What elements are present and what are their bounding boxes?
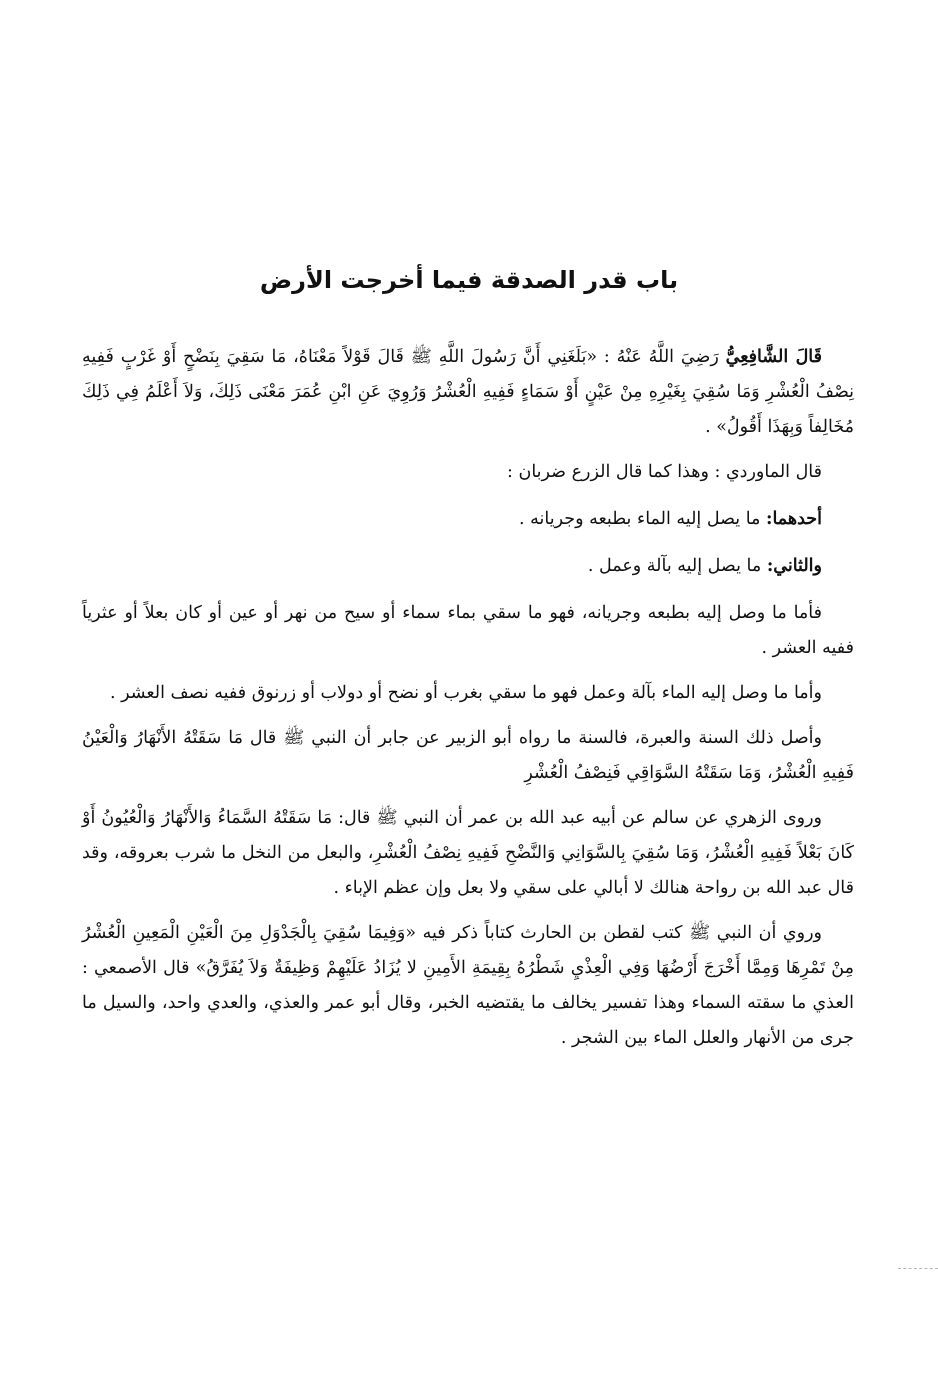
- paragraph-6-text: وأما ما وصل إليه الماء بآلة وعمل فهو ما سقي بغرب أو نضح أو دولاب أو زرنوق ففيه نصف العشر .: [109, 683, 822, 703]
- paragraph-4: [82, 549, 854, 584]
- paragraph-2: [82, 455, 854, 490]
- paragraph-1-text: رَضِيَ اللَّهُ عَنْهُ : «بَلَغَنِي أَنَّ رَسُولَ اللَّهِ ﷺ قَالَ قَوْلاً مَعْنَاهُ، مَا سَقِيَ بِنَضْحٍ أَوْ غَرْبٍ فَفِيهِ نِصْفُ الْعُشْرِ وَمَا سُقِيَ بِغَيْرِهِ مِنْ عَيْنٍ أَوْ سَمَاءٍ فَفِيهِ الْعُشْرُ وَرُوِيَ عَنِ ابْنِ عُمَرَ مَعْنَى ذَلِكَ، وَلاَ أَعْلَمُ فِي ذَلِكَ مُخَالِفاً وَبِهَذَا أَقُولُ» .: [82, 347, 854, 437]
- paragraph-1: [82, 340, 854, 445]
- paragraph-4-lead: والثاني:: [766, 556, 822, 576]
- paragraph-1-lead: قَالَ الشَّافِعِيُّ: [725, 347, 822, 367]
- paragraph-8-text: وروى الزهري عن سالم عن أبيه عبد الله بن عمر أن النبي ﷺ قال: مَا سَقَتْهُ السَّمَاءُ وَالأَنْهَارُ وَالْعُيُونُ أَوْ كَانَ بَعْلاً فَفِيهِ الْعُشْرُ، وَمَا سُقِيَ بِالسَّوَانِي وَالنَّضْحِ فَفِيهِ نِصْفُ الْعُشْرِ، والبعل من النخل ما شرب بعروقه، وقد قال عبد الله بن رواحة هنالك لا أبالي على سقي ولا بعل وإن عظم الإباء .: [82, 808, 854, 898]
- paragraph-4-text: ما يصل إليه بآلة وعمل .: [587, 556, 767, 576]
- chapter-title: باب قدر الصدقة فيما أخرجت الأرض: [259, 266, 679, 294]
- paragraph-3-lead: أحدهما:: [765, 509, 822, 529]
- paragraph-7-text: وأصل ذلك السنة والعبرة، فالسنة ما رواه أبو الزبير عن جابر أن النبي ﷺ قال مَا سَقَتْهُ الأَنْهَارُ وَالْعَيْنُ فَفِيهِ الْعُشْرُ، وَمَا سَقَتْهُ السَّوَاقِي فَنِصْفُ الْعُشْرِ: [82, 728, 854, 783]
- paragraph-7: [82, 721, 854, 791]
- paragraph-8: [82, 801, 854, 906]
- paragraph-2-text: قال الماوردي : وهذا كما قال الزرع ضربان :: [507, 462, 822, 482]
- paragraph-3-text: ما يصل إليه الماء بطبعه وجريانه .: [519, 509, 766, 529]
- paragraph-5: [82, 596, 854, 666]
- paragraph-3: [82, 502, 854, 537]
- paragraph-6: [82, 676, 854, 711]
- scan-edge-mark: [898, 1268, 938, 1270]
- paragraph-9-text: وروي أن النبي ﷺ كتب لقطن بن الحارث كتاباً ذكر فيه «وَفِيمَا سُقِيَ بِالْجَدْوَلِ مِنَ الْعَيْنِ الْمَعِينِ الْعُشْرُ مِنْ تَمْرِهَا وَمِمَّا أَخْرَجَ أَرْضُهَا وَفِي الْعِذْيِ شَطْرُهُ بِقِيمَةِ الأَمِينِ لا يُزَادُ عَلَيْهِمْ وَظِيفَةٌ وَلاَ يُفَرَّقُ» قال الأصمعي : العذي ما سقته السماء وهذا تفسير يخالف ما يقتضيه الخبر، وقال أبو عمر والعذي، والعدي واحد، والسيل ما جرى من الأنهار والعلل الماء بين الشجر .: [82, 923, 854, 1048]
- page-body: [82, 340, 854, 1066]
- paragraph-5-text: فأما ما وصل إليه بطبعه وجريانه، فهو ما سقي بماء سماء أو سيح من نهر أو عين أو كان بعلاً أو عثرياً ففيه العشر .: [82, 603, 854, 658]
- paragraph-9: [82, 916, 854, 1056]
